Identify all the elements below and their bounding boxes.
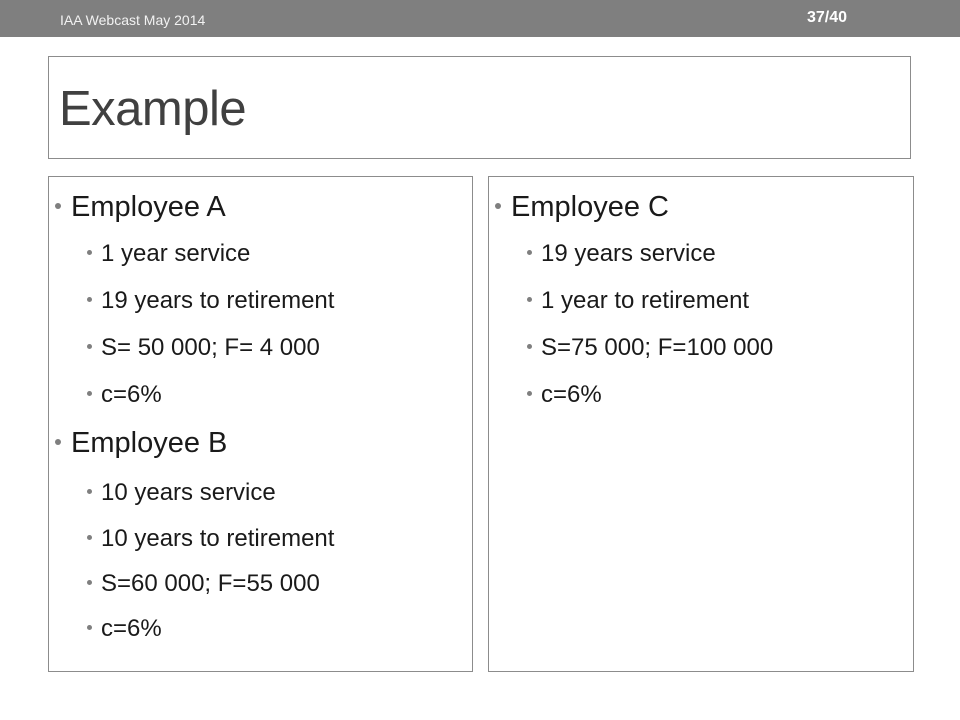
employee-c-item: 19 years service — [527, 240, 716, 268]
employee-c-item: 1 year to retirement — [527, 287, 749, 315]
bullet-icon — [87, 580, 92, 585]
page-number: 37/40 — [807, 9, 848, 26]
bullet-icon — [87, 391, 92, 396]
bullet-icon — [527, 391, 532, 396]
bullet-icon — [527, 344, 532, 349]
bullet-icon — [527, 250, 532, 255]
bullet-icon — [87, 535, 92, 540]
bullet-icon — [55, 203, 61, 209]
employee-b-item: 10 years to retirement — [87, 525, 334, 553]
employee-b-item: 10 years service — [87, 479, 276, 507]
employee-b-heading: Employee B — [55, 427, 227, 460]
right-column — [488, 176, 914, 672]
bullet-icon — [87, 625, 92, 630]
employee-c-item: c=6% — [527, 381, 602, 409]
slide-title: Example — [59, 82, 247, 136]
employee-b-item: c=6% — [87, 615, 162, 643]
left-column — [48, 176, 473, 672]
bullet-icon — [87, 344, 92, 349]
employee-c-item: S=75 000; F=100 000 — [527, 334, 773, 362]
bullet-icon — [495, 203, 501, 209]
employee-a-item: c=6% — [87, 381, 162, 409]
employee-a-item: 1 year service — [87, 240, 250, 268]
bullet-icon — [87, 297, 92, 302]
bullet-icon — [527, 297, 532, 302]
employee-c-heading: Employee C — [495, 191, 669, 224]
employee-a-item: S= 50 000; F= 4 000 — [87, 334, 320, 362]
title-box — [48, 56, 911, 159]
employee-a-item: 19 years to retirement — [87, 287, 334, 315]
bullet-icon — [87, 489, 92, 494]
header-bar — [0, 0, 960, 37]
bullet-icon — [87, 250, 92, 255]
employee-b-item: S=60 000; F=55 000 — [87, 570, 320, 598]
bullet-icon — [55, 439, 61, 445]
employee-a-heading: Employee A — [55, 191, 226, 224]
webcast-label: IAA Webcast May 2014 — [60, 12, 206, 28]
